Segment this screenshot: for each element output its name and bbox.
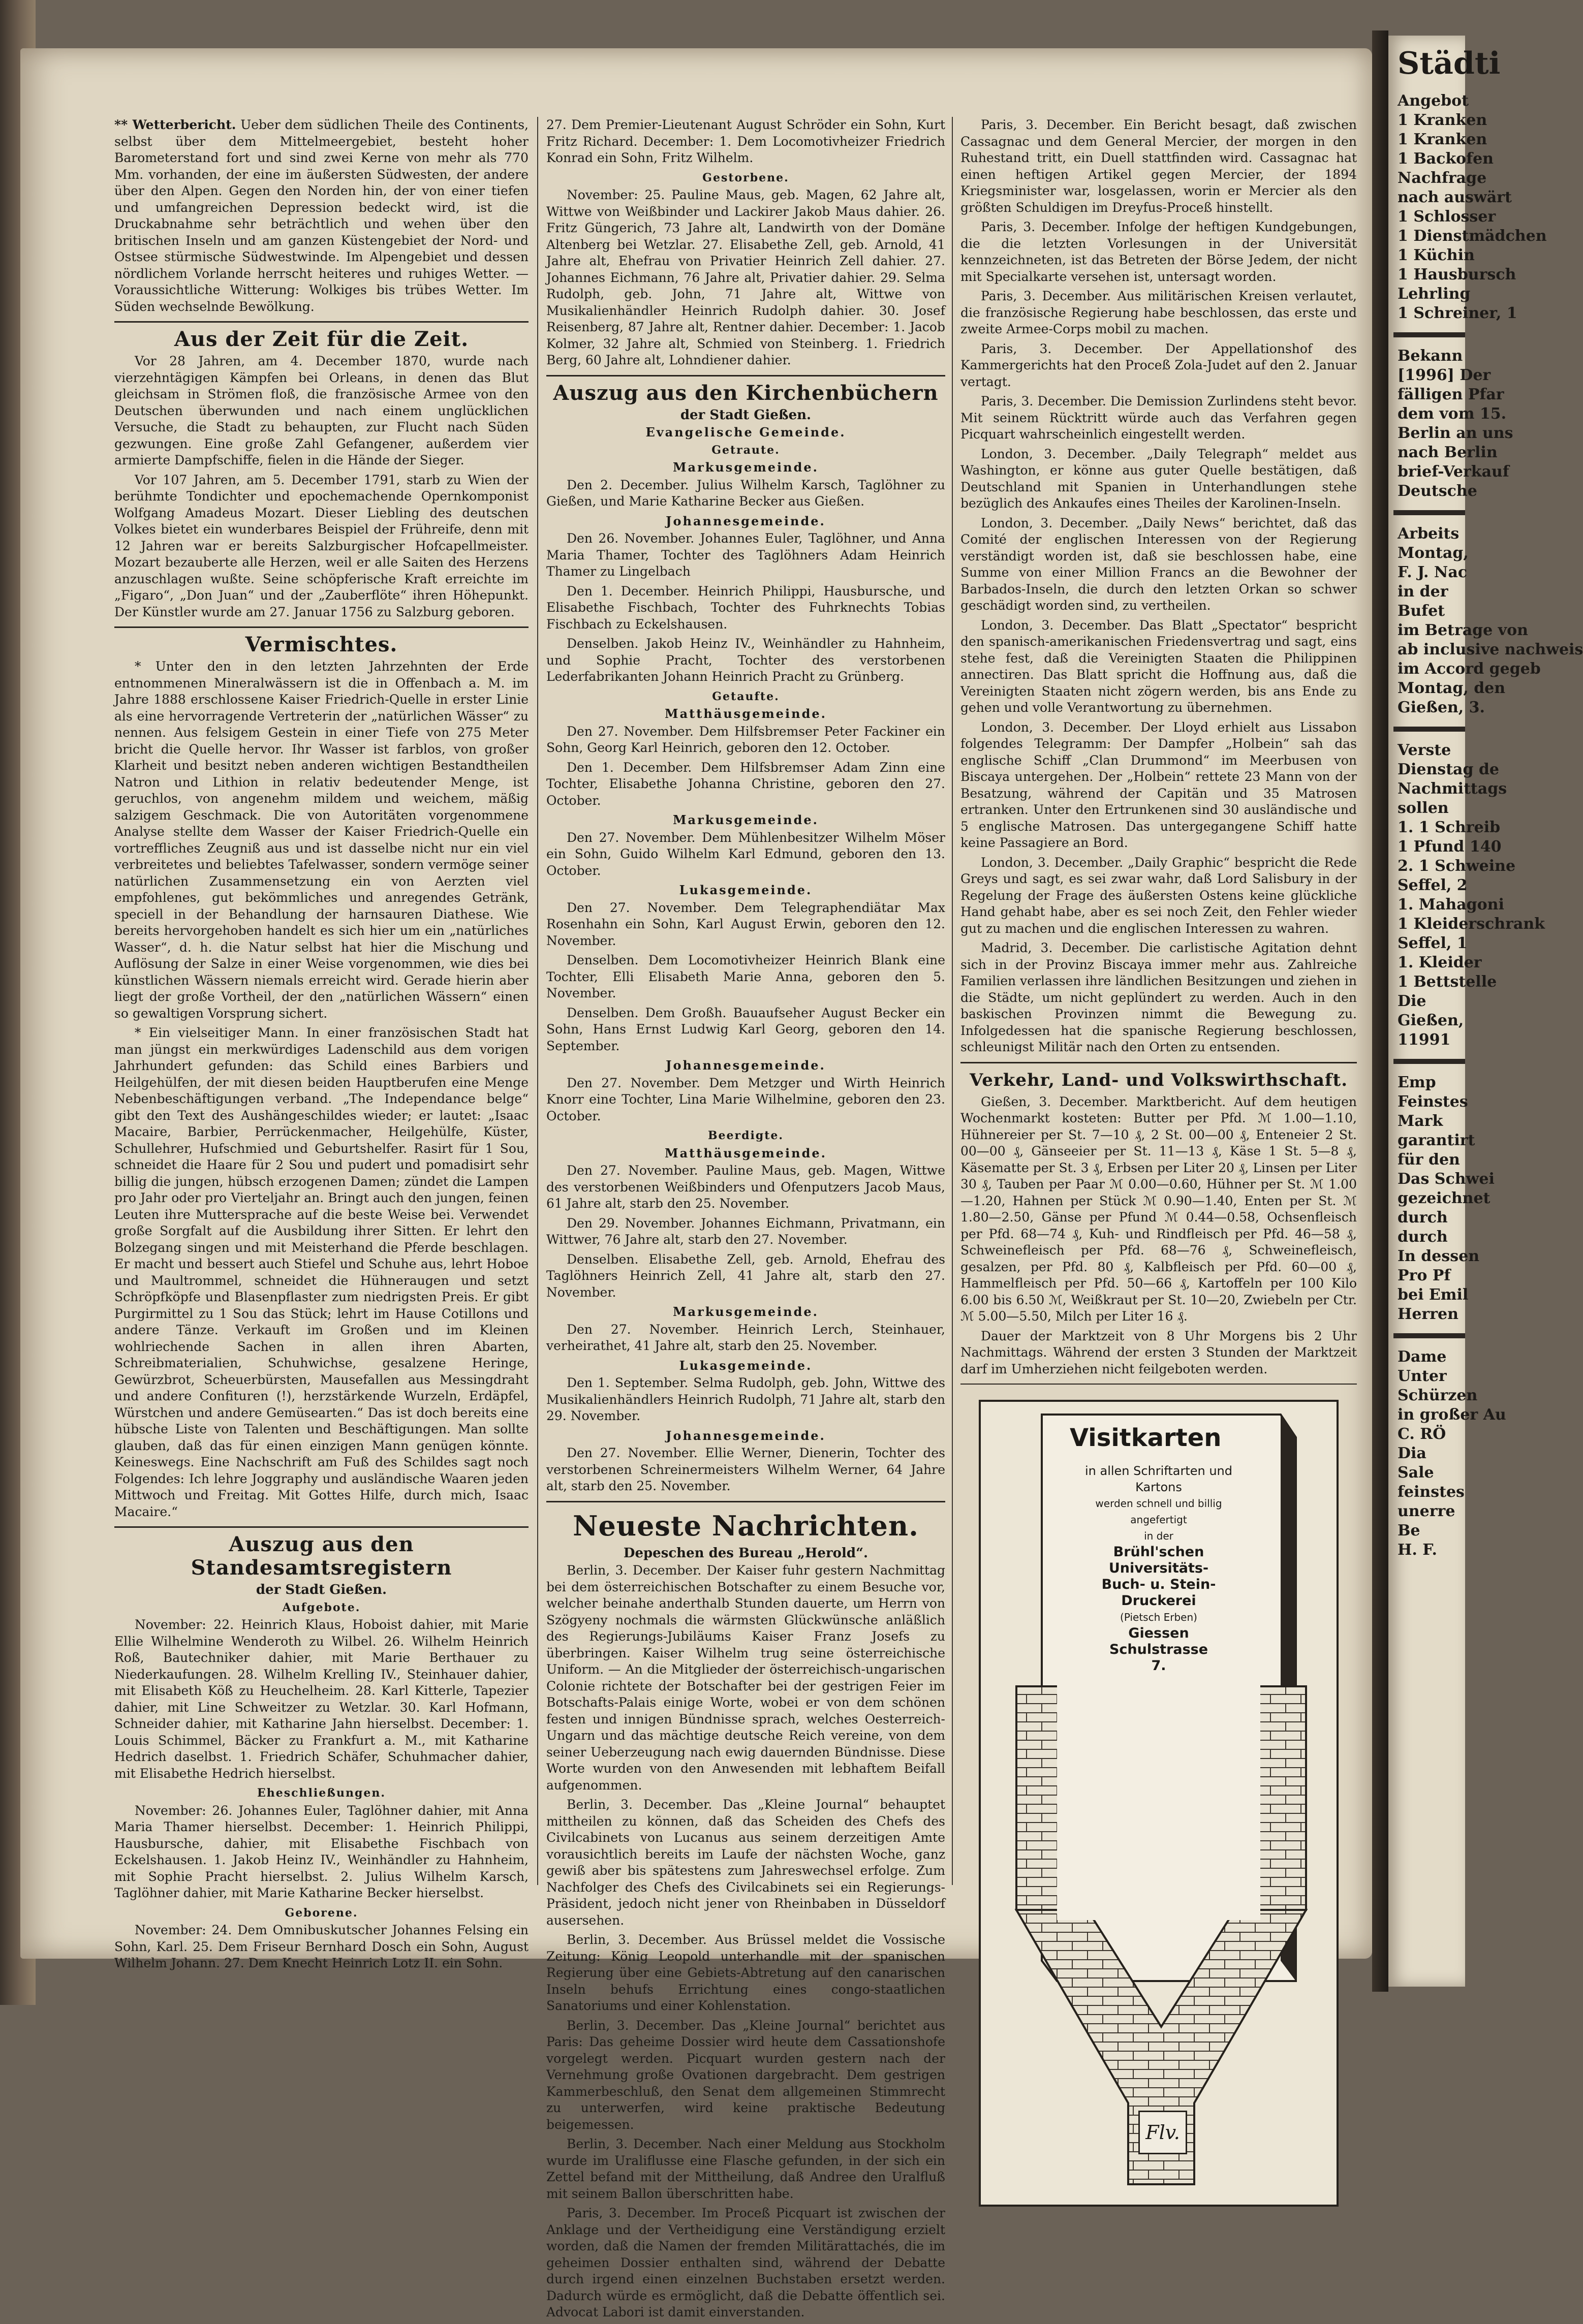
weather-report <box>114 117 529 315</box>
adjacent-page-edge <box>1388 36 1583 1987</box>
civil-subheading: der Stadt Gießen. <box>256 1582 387 1597</box>
church-entry: Den 27. November. Pauline Maus, geb. Magen, Wittwe des verstorbenen Weißbinders und Ofenputzers Jacob Maus, 61 Jahre alt, starb den 25. November. <box>546 1163 945 1211</box>
ad-line: Kartons <box>1135 1480 1182 1494</box>
edge-text-line: Schürzen <box>1398 1387 1478 1404</box>
ad-line: angefertigt <box>1130 1514 1187 1526</box>
parish-heading: Johannesgemeinde. <box>666 1058 826 1073</box>
parish-heading: Matthäusgemeinde. <box>665 706 827 721</box>
edge-text-line: 1 Bettstelle <box>1398 973 1497 991</box>
book-gutter <box>1372 30 1388 1992</box>
divider <box>114 1526 529 1528</box>
market-report: Gießen, 3. December. Marktbericht. Auf dem heutigen Wochenmarkt kosteten: Butter per Pfd. ℳ 1.00—1.10, Hühnereier per St. 7—10 ₰, 2 St. 00—00 ₰, Enteneier 2 St. 00—00 ₰, Gänseeier per St. 11—13 ₰, Käse 1 St. 5—8 ₰, Käsematte per St. 3 ₰, Erbsen per Liter 20 ₰, Linsen per Liter 30 ₰, Tauben per Paar ℳ 0.00—0.60, Hühner per St. ℳ 1.00—1.20, Hahnen per Stück ℳ 0.90—1.40, Enten per St. ℳ 1.80—2.50, Gänse per Pfund ℳ 0.44—0.58, Ochsenfleisch per Pfd. 68—74 ₰, Kuh- und Rindfleisch per Pfd. 46—58 ₰, Schweinefleisch per Pfd. 68—76 ₰, Schweinefleisch, gesalzen, per Pfd. 80 ₰, Kalbfleisch per Pfd. 60—00 ₰, Hammelfleisch per Pfd. 50—66 ₰, Kartoffeln per 100 Kilo 6.00 bis 6.50 ℳ, Weißkraut per St. 10—20, Zwiebeln per Ctr. ℳ 5.00—5.50, Milch per Liter 16 ₰. <box>960 1094 1357 1324</box>
news-item: London, 3. December. „Daily News“ berichtet, daß das Comité der englischen Interessen von der Regierung verständigt worden ist, daß sie beschlossen habe, eine Summe von einer Million Francs an die Bewohner der Barbados-Inseln, die durch den letzten Orkan so schwer geschädigt worden sind, zu vertheilen. <box>960 515 1357 613</box>
edge-divider <box>1393 510 1465 515</box>
edge-text-line: nach Berlin <box>1398 444 1498 461</box>
deaths-heading: Gestorbene. <box>702 171 789 184</box>
edge-text-line: Mark <box>1398 1112 1443 1130</box>
edge-text-line: Gießen, 3. <box>1398 699 1485 716</box>
church-entry: Den 27. November. Dem Mühlenbesitzer Wilhelm Möser ein Sohn, Guido Wilhelm Karl Edmund, geboren den 13. October. <box>546 830 945 878</box>
edge-text-line: Nachfrage <box>1398 169 1487 187</box>
business-card-advertisement <box>979 1400 1339 2207</box>
news-item: London, 3. December. Das Blatt „Spectator“ bespricht den spanisch-amerikanischen Friedensvertrag und sagt, eins stehe fest, daß die Vereinigten Staaten die Philippinen annectiren. Das Blatt spricht die Hoffnung aus, daß die Vereinigten Staaten nicht zögern werden, bis ans Ende zu gehen und volle Verantwortung zu übernehmen. <box>960 617 1357 715</box>
news-item: Paris, 3. December. Infolge der heftigen Kundgebungen, die die letzten Vorlesungen in der Universität kennzeichneten, ist das Betreten der Börse Jedem, der nicht mit Specialkarte versehen ist, untersagt worden. <box>960 219 1357 284</box>
deaths-text: November: 25. Pauline Maus, geb. Magen, 62 Jahre alt, Wittwe von Weißbinder und Lackirer Jakob Maus dahier. 26. Fritz Güngerich, 73 Jahre alt, Landwirth von der Domäne Altenberg bei Wetzlar. 27. Elisabethe Zell, geb. Arnold, 41 Jahre alt, Ehefrau von Privatier Heinrich Zell dahier. 27. Johannes Eichmann, 76 Jahre alt, Privatier dahier. 29. Selma Rudolph, geb. John, 71 Jahre alt, Wittwe von Musikalienhändler Heinrich Rudolph dahier. 30. Josef Reisenberg, 87 Jahre alt, Rentner dahier. December: 1. Jacob Kolmer, 32 Jahre alt, Schmied von Steinberg. 1. Friedrich Berg, 60 Jahre alt, Lohndiener dahier. <box>546 187 945 367</box>
edge-text-line: garantirt <box>1398 1132 1475 1149</box>
church-entry: Den 1. September. Selma Rudolph, geb. John, Wittwe des Musikalienhändlers Heinrich Rudolph, 71 Jahre alt, starb den 29. November. <box>546 1375 945 1423</box>
parish-heading: Matthäusgemeinde. <box>665 1145 827 1160</box>
ad-line: Buch- u. Stein- <box>1101 1577 1216 1592</box>
edge-text-line: F. J. Nac <box>1398 563 1468 581</box>
edge-text-line: 1 Küchin <box>1398 246 1475 264</box>
edge-text-line: Herren <box>1398 1305 1458 1323</box>
ad-title: Visitkarten <box>1070 1424 1222 1452</box>
ad-line: (Pietsch Erben) <box>1120 1611 1197 1623</box>
news-item: Berlin, 3. December. Das „Kleine Journal“ berichtet aus Paris: Das geheime Dossier wird heute dem Cassationshofe vorgelegt werden. Picquart wurden gestern nach der Vernehmung große Ovationen dargebracht. Dem gestrigen Kammerbeschluß, den Senat dem allgemeinen Stimmrecht zu unterwerfen, wird keine praktische Bedeutung beigemessen. <box>546 2018 945 2132</box>
edge-text-line: 1 Backofen <box>1398 150 1494 168</box>
news-item: Madrid, 3. December. Die carlistische Agitation dehnt sich in der Provinz Biscaya immer mehr aus. Zahlreiche Familien verlassen ihre ländlichen Besitzungen und ziehen in die Städte, um nicht geplündert zu werden. Auch in den baskischen Provinzen nimmt die Bewegung zu. Infolgedessen hat die spanische Regierung beschlossen, schleunigst Militär nach den Orten zu entsenden. <box>960 940 1357 1054</box>
edge-text-line: Nachmittags <box>1398 780 1507 798</box>
edge-divider <box>1393 1333 1465 1338</box>
edge-text-line: Be <box>1398 1522 1420 1540</box>
column-rule-1 <box>537 117 538 1885</box>
edge-text-line: fälligen Pfar <box>1398 386 1504 403</box>
church-entry: Den 27. November. Dem Telegraphendiätar Max Rosenhahn ein Sohn, Karl August Erwin, geboren den 12. November. <box>546 900 945 948</box>
column-2 <box>546 117 945 2324</box>
ad-text <box>1057 1463 1260 1674</box>
church-entry: Denselben. Jakob Heinz IV., Weinhändler zu Hahnheim, und Sophie Pracht, Tochter des verstorbenen Lederfabrikanten Johann Heinrich Pracht zu Grünberg. <box>546 636 945 684</box>
parish-heading: Markusgemeinde. <box>672 460 819 475</box>
edge-text-line: 2. 1 Schweine <box>1398 857 1516 875</box>
edge-text-line: im Betrage von <box>1398 621 1528 639</box>
edge-text-line: Sale <box>1398 1464 1434 1482</box>
ad-line: Brühl'schen <box>1113 1544 1204 1560</box>
parish-heading: Johannesgemeinde. <box>666 513 826 528</box>
edge-text-line: C. RÖ <box>1398 1425 1446 1443</box>
news-subheading: Depeschen des Bureau „Herold“. <box>623 1545 868 1561</box>
church-entry: Den 29. November. Johannes Eichmann, Privatmann, ein Wittwer, 76 Jahre alt, starb den 27. November. <box>546 1215 945 1247</box>
news-item: London, 3. December. Der Lloyd erhielt aus Lissabon folgendes Telegramm: Der Dampfer „Holbein“ sah das englische Schiff „Clan Drummond“ im Meerbusen von Biscaya untergehen. Der „Holbein“ rettete 23 Mann von der Besatzung, während der Capitän und 35 Matrosen ertranken. Unter den Ertrunkenen sind 30 ausländische und 5 englische Matrosen. Das untergegangene Schiff hatte keine Passagiere an Bord. <box>960 719 1357 850</box>
church-entry: Denselben. Elisabethe Zell, geb. Arnold, Ehefrau des Taglöhners Heinrich Zell, 41 Jahre alt, starb den 27. November. <box>546 1251 945 1300</box>
edge-text-line: Gießen, <box>1398 1012 1464 1029</box>
church-entry: Den 27. November. Dem Hilfsbremser Peter Fackiner ein Sohn, Georg Karl Heinrich, geboren den 12. October. <box>546 724 945 755</box>
edge-text-line: In dessen <box>1398 1247 1480 1265</box>
news-item: Paris, 3. December. Aus militärischen Kreisen verlautet, die französische Regierung habe beschlossen, das erste und zweite Armee-Corps mobil zu machen. <box>960 289 1357 336</box>
news-item: London, 3. December. „Daily Telegraph“ meldet aus Washington, er könne aus guter Quelle bestätigen, daß Deutschland mit Spanien in Unterhandlungen stehe bezüglich des Ankaufes eines Theiles der Karolinen-Inseln. <box>960 446 1357 511</box>
edge-text-line: 1 Pfund 140 <box>1398 838 1502 856</box>
civil-births: November: 24. Dem Omnibuskutscher Johannes Felsing ein Sohn, Karl. 25. Dem Friseur Bernhard Dosch ein Sohn, August Wilhelm Johann. 27. Dem Knecht Heinrich Lotz II. ein Sohn. <box>114 1923 529 1970</box>
parish-heading: Markusgemeinde. <box>672 812 819 827</box>
edge-text-line: Berlin an uns <box>1398 424 1513 442</box>
church-entry: Den 26. November. Johannes Euler, Taglöhner, und Anna Maria Thamer, Tochter des Taglöhners Adam Heinrich Thamer zu Lingelbach <box>546 531 945 579</box>
church-entry: Den 2. December. Julius Wilhelm Karsch, Taglöhner zu Gießen, und Marie Katharine Becker aus Gießen. <box>546 477 945 509</box>
church-heading: Auszug aus den Kirchenbüchern <box>553 381 939 405</box>
edge-divider <box>1393 1059 1465 1064</box>
edge-text-line: gezeichnet <box>1398 1189 1491 1207</box>
divider <box>960 1062 1357 1063</box>
civil-marriages-heading: Eheschließungen. <box>257 1786 386 1800</box>
history-heading: Aus der Zeit für die Zeit. <box>174 327 469 351</box>
ad-line: Giessen <box>1128 1625 1189 1641</box>
ad-line: in allen Schriftarten und <box>1084 1464 1232 1478</box>
parish-heading: Johannesgemeinde. <box>666 1428 826 1443</box>
church-entry: Den 27. November. Dem Metzger und Wirth Heinrich Knorr eine Tochter, Lina Marie Wilhelmine, geboren den 23. October. <box>546 1075 945 1123</box>
divider <box>114 321 529 323</box>
buried-heading: Beerdigte. <box>707 1129 784 1142</box>
edge-text-line: Verste <box>1398 741 1451 759</box>
weather-lead: ** Wetterbericht. <box>114 117 236 132</box>
misc-p1: * Unter den in den letzten Jahrzehnten der Erde entnommenen Mineralwässern ist die in Offenbach a. M. im Jahre 1888 erschlossene Kaiser Friedrich-Quelle in erster Linie als eine hervorragende Vertreterin der „natürlichen Wässer“ zu nennen. Aus felsigem Gestein in einer Tiefe von 275 Meter bricht die Quelle hervor. Ihr Wasser ist farblos, von großer Klarheit und besitzt neben anderen wichtigen Bestandtheilen Natron und Lithion in relativ bedeutender Menge, ist geruchlos, von angenehm mildem und weichem, mäßig salzigem Geschmack. Die von Autoritäten vorgenommene Analyse stellte dem Wasser der Kaiser Friedrich-Quelle ein vortreffliches Zeugniß aus und ist dasselbe nicht nur ein viel verbreitetes und beliebtes Tafelwasser, sondern vermöge seiner natürlichen Zusammensetzung ein von Aerzten viel empfohlenes, gut bekömmliches und anregendes Getränk, speciell in der Behandlung der harnsauren Diathese. Wie bereits hervorgehoben handelt es sich hier um ein „natürliches Wasser“, d. h. die Natur selbst hat hier die Mischung und Auflösung der Salze in einer Weise vorgenommen, wie dies bei künstlichen Wässern niemals erreicht wird. Gerade hierin aber liegt der große Vortheil, der den „natürlichen Wässern“ einen so gewaltigen Vorsprung sichert. <box>114 659 529 1021</box>
news-item: Berlin, 3. December. Der Kaiser fuhr gestern Nachmittag bei dem österreichischen Botschafter zu einem Besuche vor, welcher beinahe anderthalb Stunden dauerte, um Herrn von Szögyeny nochmals die wärmsten Glückwünsche anläßlich des Regierungs-Jubiläums Kaiser Franz Josefs zu überbringen. Kaiser Wilhelm trug seine österreichische Uniform. — An die Mitglieder der österreichisch-ungarischen Colonie richtete der Botschafter bei der gestrigen Feier im Botschafts-Palais einige Worte, wobei er von dem schönen festen und innigen Bündnisse sprach, welches Oesterreich-Ungarn und das mächtige deutsche Reich vereine, von dem seiner Ueberzeugung nach ewig dauernden Bündnisse. Diese Worte wurden von den Anwesenden mit lebhaftem Beifall aufgenommen. <box>546 1563 945 1793</box>
evangelical-heading: Evangelische Gemeinde. <box>645 425 846 439</box>
edge-text-line: in großer Au <box>1398 1406 1506 1424</box>
edge-text-line: 1 Schreiner, 1 <box>1398 304 1517 322</box>
edge-text-line: im Accord gegeb <box>1398 660 1541 678</box>
edge-text-line: 1 Kleiderschrank <box>1398 915 1545 933</box>
news-item: Berlin, 3. December. Nach einer Meldung aus Stockholm wurde im Uraliflusse eine Flasche gefunden, in der sich ein Zettel befand mit der Mittheilung, daß Andree den Uralfluß mit seinem Ballon überschritten habe. <box>546 2137 945 2201</box>
edge-text-line: durch <box>1398 1228 1448 1246</box>
edge-text-line: ab inclusive nachweis <box>1398 641 1583 658</box>
ad-line: 7. <box>1151 1658 1166 1674</box>
edge-text-line: 1 Kranken <box>1398 131 1487 148</box>
divider <box>546 375 945 376</box>
news-heading: Neueste Nachrichten. <box>573 1509 919 1542</box>
edge-text-line: Seffel, 1 <box>1398 934 1468 952</box>
births-continued: 27. Dem Premier-Lieutenant August Schröder ein Sohn, Kurt Fritz Richard. December: 1. Dem Locomotivheizer Friedrich Konrad ein Sohn, Fritz Wilhelm. <box>546 117 945 165</box>
civil-marriages: November: 26. Johannes Euler, Taglöhner dahier, mit Anna Maria Thamer hierselbst. December: 1. Heinrich Philippi, Hausbursche, dahier, mit Elisabethe Fischbach von Eckelshausen. 1. Jakob Heinz IV., Weinhändler zu Hahnheim, mit Sophie Pracht hierselbst. 2. Julius Wilhelm Karsch, Taglöhner dahier, mit Marie Katharine Becker hierselbst. <box>114 1803 529 1900</box>
edge-text-line: Bufet <box>1398 602 1445 620</box>
market-hours: Dauer der Marktzeit von 8 Uhr Morgens bis 2 Uhr Nachmittags. Während der ersten 3 Stunden der Marktzeit darf im Umherziehen nicht feilgeboten werden. <box>960 1328 1357 1376</box>
edge-text-line: Emp <box>1398 1074 1436 1091</box>
edge-text-line: Feinstes <box>1398 1093 1468 1111</box>
ad-line: Universitäts- <box>1108 1560 1209 1576</box>
news-item: Berlin, 3. December. Das „Kleine Journal“ behauptet mittheilen zu können, daß das Scheiden des Chefs des Civilcabinets von Lucanus aus seinem derzeitigen Amte vorausichtlich bereits im Laufe der nächsten Woche, ganz gewiß aber bis spätestens zum Jahreswechsel erfolge. Zum Nachfolger des Chefs des Civilcabinets sei ein Regierungs-Präsident, jedoch nicht jener von Rheinbaben in Düsseldorf ausersehen. <box>546 1797 945 1928</box>
misc-p2: * Ein vielseitiger Mann. In einer französischen Stadt hat man jüngst ein merkwürdiges Ladenschild aus dem vorigen Jahrhundert gefunden: das Schild eines Barbiers und Heilgehülfen, der mit diesen beiden Hauptberufen eine Menge Nebenbeschäftigungen verband. „The Independance belge“ gibt den Text des Aushängeschildes wieder; er lautet: „Isaac Macaire, Barbier, Perrückenmacher, Heilgehülfe, Küster, Schullehrer, Hufschmied und Geburtshelfer. Rasirt für 1 Sou, schneidet die Haare für 2 Sou und pudert und pomadisirt sehr billig die jungen, hübsch erzogenen Damen; zündet die Lampen pro Jahr oder pro Vierteljahr an. Bringt auch den jungen, feinen Leuten ihre Muttersprache auf die beste Weise bei. Verwendet große Sorgfalt auf die Ausbildung ihrer Sitten. Er lehrt den Bolzegang singen und mit Meisterhand die Pferde beschlagen. Er macht und bessert auch Stiefel und Schuhe aus, lehrt Hoboe und Maultrommel, schneidet die Hühneraugen und setzt Schröpfköpfe und Blasenpflaster zum niedrigsten Preis. Er gibt Purgirmittel zu 1 Sou das Stück; lehrt im Hause Cotillons und andere Tänze. Verkauft im Großen und im Kleinen wohlriechende Sachen in allen ihren Abarten, Schreibmaterialien, Schuhwichse, gesalzene Heringe, Gewürzbrot, Scheuerbürsten, Mausefallen aus Messingdraht und andere Confituren (!), herzstärkende Wurzeln, Erdäpfel, Würstchen und andere Gemüsearten.“ Das ist doch bereits eine hübsche Liste von Talenten und Beschäftigungen. Man sollte glauben, daß das für einen einzigen Mann genügen könnte. Keineswegs. Eine Nachschrift am Fuß des Schildes sagt noch Folgendes: Ich lehre Joggraphy und ausländische Waaren jeden Mittwoch und Freitag. Mit Gottes Hilfe, durch mich, Isaac Macaire.“ <box>114 1025 529 1519</box>
edge-text-line: 11991 <box>1398 1031 1451 1049</box>
married-heading: Getraute. <box>711 443 780 457</box>
civil-banns-heading: Aufgebote. <box>282 1600 361 1614</box>
column-rule-2 <box>952 117 953 1885</box>
church-entry: Den 1. December. Dem Hilfsbremser Adam Zinn eine Tochter, Elisabethe Johanna Christine, geboren den 27. October. <box>546 760 945 808</box>
edge-text-line: feinstes <box>1398 1483 1465 1501</box>
edge-text-line: Dame <box>1398 1348 1447 1366</box>
edge-text-line: Montag, den <box>1398 679 1506 697</box>
edge-text-line: brief-Verkauf <box>1398 463 1509 481</box>
church-entry: Den 1. December. Heinrich Philippi, Hausbursche, und Elisabethe Fischbach, Tochter des Fuhrknechts Tobias Fischbach zu Eckelshausen. <box>546 583 945 632</box>
news-item: Paris, 3. December. Der Appellationshof des Kammergerichts hat den Proceß Zola-Judet auf den 2. Januar vertagt. <box>960 341 1357 389</box>
civil-heading: Auszug aus den Standesamtsregistern <box>191 1532 452 1580</box>
edge-divider <box>1393 332 1465 337</box>
church-entry: Denselben. Dem Locomotivheizer Heinrich Blank eine Tochter, Elli Elisabeth Marie Anna, geboren den 5. November. <box>546 953 945 1000</box>
divider <box>546 1501 945 1502</box>
parish-heading: Markusgemeinde. <box>672 1304 819 1319</box>
ad-line: werden schnell und billig <box>1095 1497 1222 1510</box>
edge-text-line: 1. Mahagoni <box>1398 896 1504 914</box>
parish-heading: Lukasgemeinde. <box>679 1358 813 1373</box>
weather-text: Ueber dem südlichen Theile des Continents, selbst über dem Mittelmeergebiet, besteht hoher Barometerstand fort und sind zwei Kerne von mehr als 770 Mm. vorhanden, der eine im äußersten Südwesten, der andere über den Alpen. Gegen den Norden hin, der von einer tiefen und umfangreichen Depression bedeckt wird, ist die Druckabnahme sehr beträchtlich und wehen über den britischen Inseln und am ganzen Küstengebiet der Nord- und Ostsee stürmische Südwestwinde. Im Alpengebiet und dessen nördlichem Vorlande herrscht heiteres und ruhiges Wetter. — Voraussichtliche Witterung: Wolkiges bis trübes Wetter. Im Süden wechselnde Bewölkung. <box>114 117 529 314</box>
edge-text-line: 1 Dienstmädchen <box>1398 227 1547 245</box>
parish-heading: Lukasgemeinde. <box>679 883 813 897</box>
news-item: Paris, 3. December. Ein Bericht besagt, daß zwischen Cassagnac und dem General Mercier, der morgen in den Ruhestand tritt, ein Duell stattfinden wird. Cassagnac hat einen heftigen Artikel gegen Mercier, der 1894 Kriegsminister war, losgelassen, worin er Mercier als den größten Schuldigen im Dreyfus-Proceß hinstellt. <box>960 117 1357 215</box>
edge-divider <box>1393 727 1465 732</box>
edge-text-line: 1 Schlosser <box>1398 208 1496 226</box>
church-entry: Denselben. Dem Großh. Bauaufseher August Becker ein Sohn, Hans Ernst Ludwig Karl Georg, geboren den 14. September. <box>546 1005 945 1053</box>
edge-text-line: H. F. <box>1398 1541 1437 1559</box>
edge-text-line: Das Schwei <box>1398 1170 1495 1188</box>
edge-text-line: dem vom 15. <box>1398 405 1507 423</box>
ad-line: in der <box>1144 1530 1173 1542</box>
monogram-emblem: Flv. <box>1138 2111 1187 2154</box>
news-item: London, 3. December. „Daily Graphic“ bespricht die Rede Greys und sagt, es sei zwar wahr, daß Lord Salisbury in der Regelung der Frage des äußersten Ostens keine glückliche Hand gehabt habe, aber es sei noch Zeit, den Fehler wieder gut zu machen und die englischen Interessen zu wahren. <box>960 855 1357 936</box>
edge-text-line: 1 Hausbursch <box>1398 266 1516 284</box>
edge-text-line: durch <box>1398 1209 1448 1227</box>
edge-text-line: Arbeits <box>1398 525 1460 543</box>
edge-text-line: sollen <box>1398 799 1449 817</box>
misc-heading: Vermischtes. <box>245 633 398 656</box>
edge-text-line: für den <box>1398 1151 1460 1169</box>
ad-line: Druckerei <box>1121 1593 1196 1609</box>
ad-line: Schulstrasse <box>1109 1642 1208 1657</box>
baptized-heading: Getaufte. <box>712 689 780 703</box>
edge-text-line: 1. Kleider <box>1398 954 1482 971</box>
edge-text-line: Bekann <box>1398 347 1463 365</box>
edge-text-line: unerre <box>1398 1502 1455 1520</box>
civil-banns: November: 22. Heinrich Klaus, Hoboist dahier, mit Marie Ellie Wilhelmine Wenderoth zu Wilbel. 26. Wilhelm Heinrich Roß, Bautechniker dahier, mit Marie Berthauer zu Niederkaufungen. 28. Wilhelm Krelling IV., Steinhauer dahier, mit Elisabeth Köß zu Heuchelheim. 28. Karl Kitterle, Tapezier dahier, mit Line Schweitzer zu Wetzlar. 30. Karl Hofmann, Schneider dahier, mit Katharine Jahn hierselbst. December: 1. Louis Schimmel, Bäcker zu Frankfurt a. M., mit Katharine Hedrich daselbst. 1. Friedrich Schäfer, Schuhmacher dahier, mit Elisabethe Hedrich hierselbst. <box>114 1617 529 1781</box>
news-item: Berlin, 3. December. Aus Brüssel meldet die Vossische Zeitung: König Leopold unterhandle mit der spanischen Regierung über eine Gebiets-Abtretung auf den canarischen Inseln behufs Errichtung eines congo-staatlichen Sanatoriums und einer Kohlenstation. <box>546 1932 945 2013</box>
edge-text-line: 1 Kranken <box>1398 111 1487 129</box>
history-p2: Vor 107 Jahren, am 5. December 1791, starb zu Wien der berühmte Tondichter und epochemachende Opernkomponist Wolfgang Amadeus Mozart. Dieser Liebling des deutschen Volkes bietet ein wunderbares Beispiel der Frühreife, denn mit 12 Jahren war er bereits Salzburgischer Hofcapellmeister. Mozart bezauberte alle Herzen, weil er alle Saiten des Herzens anzuschlagen wußte. Seine schöpferische Kraft erreichte im „Figaro“, „Don Juan“ und der „Zauberflöte“ ihren Höhepunkt. Der Künstler wurde am 27. Januar 1756 zu Salzburg geboren. <box>114 472 529 619</box>
church-subheading: der Stadt Gießen. <box>680 407 812 423</box>
divider <box>960 1384 1357 1385</box>
edge-text-line: Angebot <box>1398 92 1469 110</box>
edge-text-line: in der <box>1398 583 1448 601</box>
edge-text-line: Pro Pf <box>1398 1267 1451 1284</box>
edge-text-line: Dienstag de <box>1398 761 1499 778</box>
divider <box>114 626 529 628</box>
edge-text-line: Die <box>1398 992 1426 1010</box>
edge-text-line: bei Emil <box>1398 1286 1469 1304</box>
history-p1: Vor 28 Jahren, am 4. December 1870, wurde nach vierzehntägigen Kämpfen bei Orleans, in denen das Blut gleichsam in Strömen floß, die französische Armee von den Deutschen überwunden und nach einem unglücklichen Versuche, die Stadt zu behaupten, zur Flucht nach Süden gezwungen. Eine große Zahl Gefangener, außerdem vier armierte Dampfschiffe, fielen in die Hände der Sieger. <box>114 354 529 467</box>
edge-text-line: Seffel, 2 <box>1398 876 1468 894</box>
market-heading: Verkehr, Land- und Volkswirthschaft. <box>969 1070 1348 1090</box>
edge-text-line: [1996] Der <box>1398 366 1491 384</box>
edge-text-line: Unter <box>1398 1367 1447 1385</box>
edge-text-line: Deutsche <box>1398 482 1477 500</box>
news-item: Paris, 3. December. Die Demission Zurlindens steht bevor. Mit seinem Rücktritt würde auch das Verfahren gegen Picquart wahrscheinlich eingestellt werden. <box>960 394 1357 442</box>
column-1 <box>114 117 529 1975</box>
news-item: Paris, 3. December. Im Proceß Picquart ist zwischen der Anklage und der Vertheidigung eine Verständigung erzielt worden, daß die Namen der fremden Militärattachés, die im geheimen Dossier enthalten sind, während der Debatte durch irgend einen einzelnen Buchstaben ersetzt werden. Dadurch würde es ermöglicht, daß die Debatte öffentlich sei. Advocat Labori ist damit einverstanden. <box>546 2206 945 2319</box>
church-entry: Den 27. November. Heinrich Lerch, Steinhauer, verheirathet, 41 Jahre alt, starb den 25. November. <box>546 1322 945 1353</box>
edge-text-line: 1. 1 Schreib <box>1398 819 1501 836</box>
civil-births-heading: Geborene. <box>285 1906 358 1920</box>
church-entry: Den 27. November. Ellie Werner, Dienerin, Tochter des verstorbenen Schreinermeisters Wilhelm Werner, 64 Jahre alt, starb den 25. November. <box>546 1446 945 1493</box>
edge-text-line: Montag, <box>1398 544 1469 562</box>
edge-text-line: Städti <box>1398 46 1501 81</box>
edge-text-line: Dia <box>1398 1444 1426 1462</box>
column-3 <box>960 117 1357 2207</box>
edge-text-line: Lehrling <box>1398 285 1471 303</box>
edge-text-line: nach auswärt <box>1398 189 1512 206</box>
